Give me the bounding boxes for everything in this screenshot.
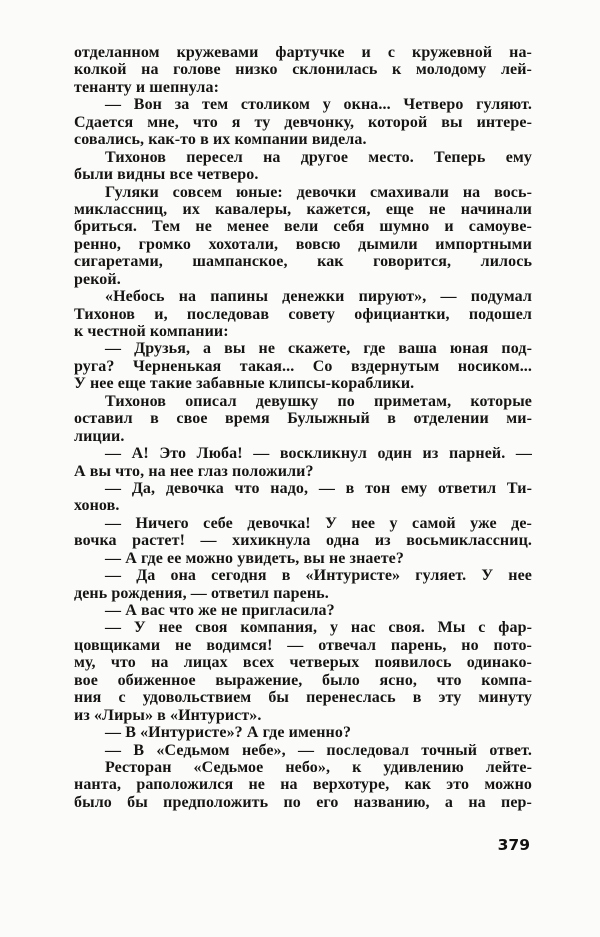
text-line: Сдается мне, что я ту девчонку, которой вы интере-	[74, 113, 532, 131]
text-line: руга? Черненькая такая... Со вздернутым носиком...	[74, 357, 532, 375]
page-number: 379	[497, 836, 530, 854]
text-line: — А где ее можно увидеть, вы не знаете?	[105, 549, 404, 567]
text-line: сигаретами, шампанское, как говорится, лилось	[74, 253, 532, 271]
text-line: цовщиками не водимся! — отвечал парень, но пото-	[74, 636, 532, 654]
text-line: — В «Интуристе»? А где именно?	[105, 724, 352, 742]
text-line: — Да, девочка что надо, — в тон ему ответил Ти-	[105, 479, 532, 497]
text-line: — В «Седьмом небе», — последовал точный ответ.	[105, 741, 532, 759]
text-line: оставил в свое время Булыжный в отделении ми-	[74, 410, 532, 428]
text-line: А вы что, на нее глаз положили?	[74, 462, 314, 480]
text-line: Тихонов и, последовав совету официантки, подошел	[74, 305, 532, 323]
text-line: — Да она сегодня в «Интуристе» гуляет. У нее	[105, 567, 532, 585]
text-line: совались, как-то в их компании видела.	[74, 131, 367, 149]
text-line: бриться. Тем не менее вели себя шумно и самоуве-	[74, 218, 532, 236]
text-line: тенанту и шепнула:	[74, 78, 220, 96]
text-line: вое обиженное выражение, было ясно, что компа-	[74, 671, 532, 689]
text-line: отделанном кружевами фартучке и с кружевной на-	[74, 44, 532, 61]
text-line: к честной компании:	[74, 323, 229, 340]
text-line: Гуляки совсем юные: девочки смахивали на вось-	[105, 183, 532, 201]
text-line: ренно, громко хохотали, вовсю дымили импортными	[74, 235, 532, 253]
text-line: день рождения, — ответил парень.	[74, 584, 329, 602]
text-line: — У нее своя компания, у нас своя. Мы с фар-	[105, 619, 532, 637]
text-line: рекой.	[74, 270, 121, 288]
page-text	[74, 44, 532, 811]
text-line: му, что на лицах всех четверых появилось одинако-	[74, 654, 532, 672]
text-line: Тихонов описал девушку по приметам, которые	[105, 392, 532, 410]
text-line: нанта, раположился не на верхотуре, как это можно	[74, 776, 532, 794]
text-line: хонов.	[74, 497, 120, 515]
text-line: ния с удовольствием бы перенеслась в эту минуту	[74, 689, 532, 707]
text-line: «Небось на папины денежки пируют», — подумал	[105, 288, 532, 306]
text-line: — Друзья, а вы не скажете, где ваша юная под-	[105, 340, 532, 358]
text-line: лиции.	[74, 427, 125, 445]
text-line: было бы предположить по его названию, а на пер-	[74, 793, 532, 811]
text-line: — А вас что же не пригласила?	[105, 602, 335, 619]
text-line: У нее еще такие забавные клипсы-кораблики.	[74, 375, 415, 393]
text-line: Ресторан «Седьмое небо», к удивлению лейте-	[105, 758, 532, 776]
text-line: из «Лиры» в «Интурист».	[74, 706, 262, 724]
text-line: колкой на голове низко склонилась к молодому лей-	[74, 61, 532, 79]
text-line: Тихонов пересел на другое место. Теперь ему	[105, 148, 532, 166]
text-line: — Вон за тем столиком у окна... Четверо гуляют.	[105, 96, 532, 114]
text-line: — А! Это Люба! — воскликнул один из парней. —	[105, 445, 532, 463]
text-line: — Ничего себе девочка! У нее у самой уже де-	[105, 514, 532, 532]
text-line: миклассниц, их кавалеры, кажется, еще не начинали	[74, 200, 532, 218]
text-line: вочка растет! — хихикнула одна из восьмиклассниц.	[74, 532, 532, 550]
text-line: были видны все четверо.	[74, 166, 259, 184]
